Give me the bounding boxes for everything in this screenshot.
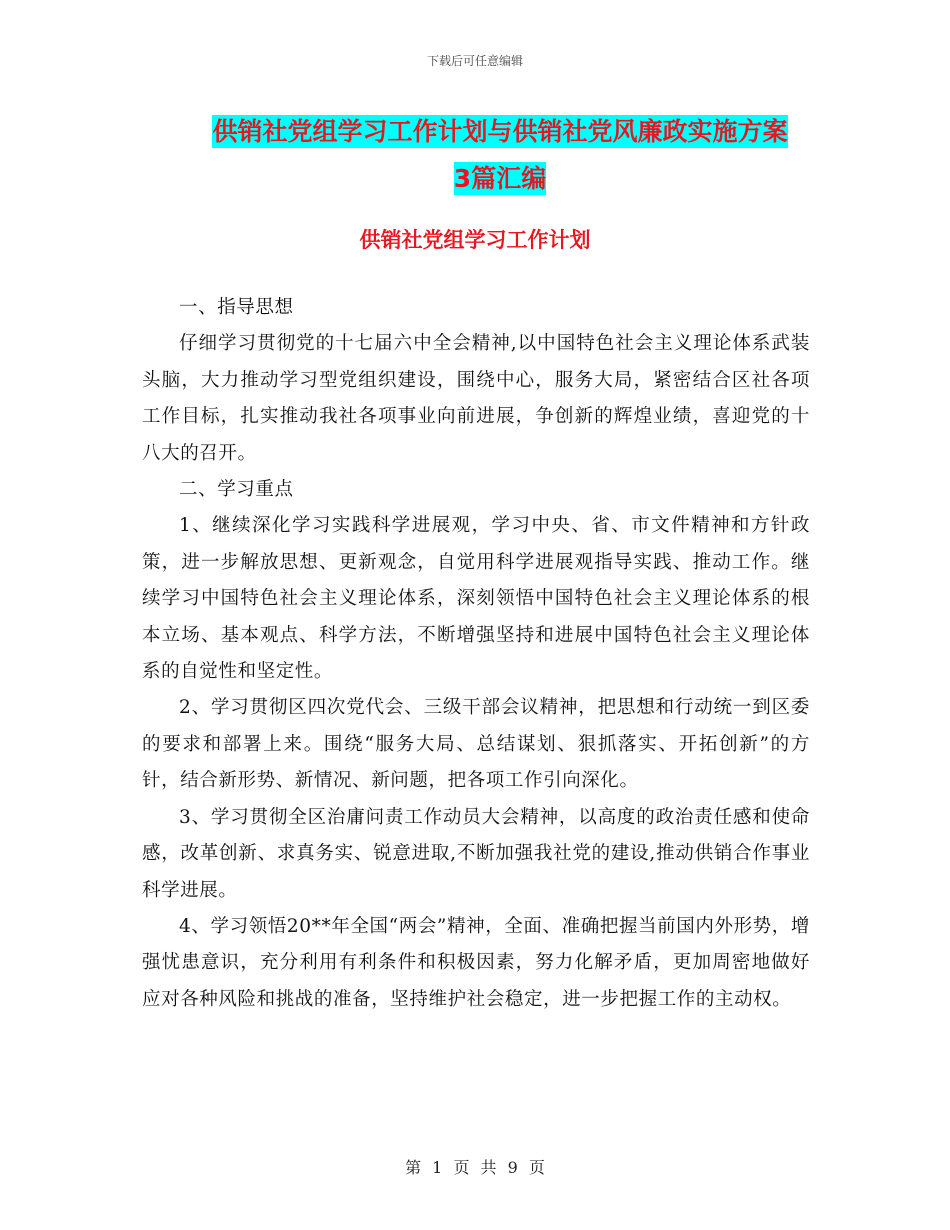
document-body	[142, 290, 810, 1018]
heading-study-focus: 二、学习重点	[179, 479, 294, 501]
document-title-line-1: 供销社党组学习工作计划与供销社党风廉政实施方案	[212, 117, 788, 146]
page-header-note: 下载后可任意编辑	[426, 54, 523, 68]
section-title: 供销社党组学习工作计划	[359, 228, 591, 252]
paragraph-focus-1: 1、继续深化学习实践科学进展观，学习中央、省、市文件精神和方针政策，进一步解放思想、更新观念，自觉用科学进展观指导实践、推动工作。继续学习中国特色社会主义理论体系，深刻领悟中国特色社会主义理论体系的根本立场、基本观点、科学方法，不断增强坚持和进展中国特色社会主义理论体系的自觉性和坚定性。	[142, 515, 810, 683]
paragraph-focus-2: 2、学习贯彻区四次党代会、三级干部会议精神，把思想和行动统一到区委的要求和部署上来。围绕“服务大局、总结谋划、狠抓落实、开拓创新”的方针，结合新形势、新情况、新问题，把各项工作引向深化。	[142, 697, 810, 792]
paragraph-focus-4: 4、学习领悟20**年全国“两会”精神，全面、准确把握当前国内外形势，增强忧患意识，充分利用有利条件和积极因素，努力化解矛盾，更加周密地做好应对各种风险和挑战的准备，坚持维护社会稳定，进一步把握工作的主动权。	[142, 915, 810, 1010]
paragraph-guiding-ideology: 仔细学习贯彻党的十七届六中全会精神,以中国特色社会主义理论体系武装头脑，大力推动学习型党组织建设，围绕中心，服务大局，紧密结合区社各项工作目标，扎实推动我社各项事业向前进展，争创新的辉煌业绩，喜迎党的十八大的召开。	[142, 333, 810, 464]
paragraph-focus-3: 3、学习贯彻全区治庸问责工作动员大会精神，以高度的政治责任感和使命感，改革创新、求真务实、锐意进取,不断加强我社党的建设,推动供销合作事业科学进展。	[142, 806, 810, 901]
page-number: 第 1 页 共 9 页	[405, 1158, 545, 1177]
document-title	[140, 108, 860, 202]
document-title-line-2: 3篇汇编	[453, 164, 547, 193]
heading-guiding-ideology: 一、指导思想	[179, 297, 294, 318]
